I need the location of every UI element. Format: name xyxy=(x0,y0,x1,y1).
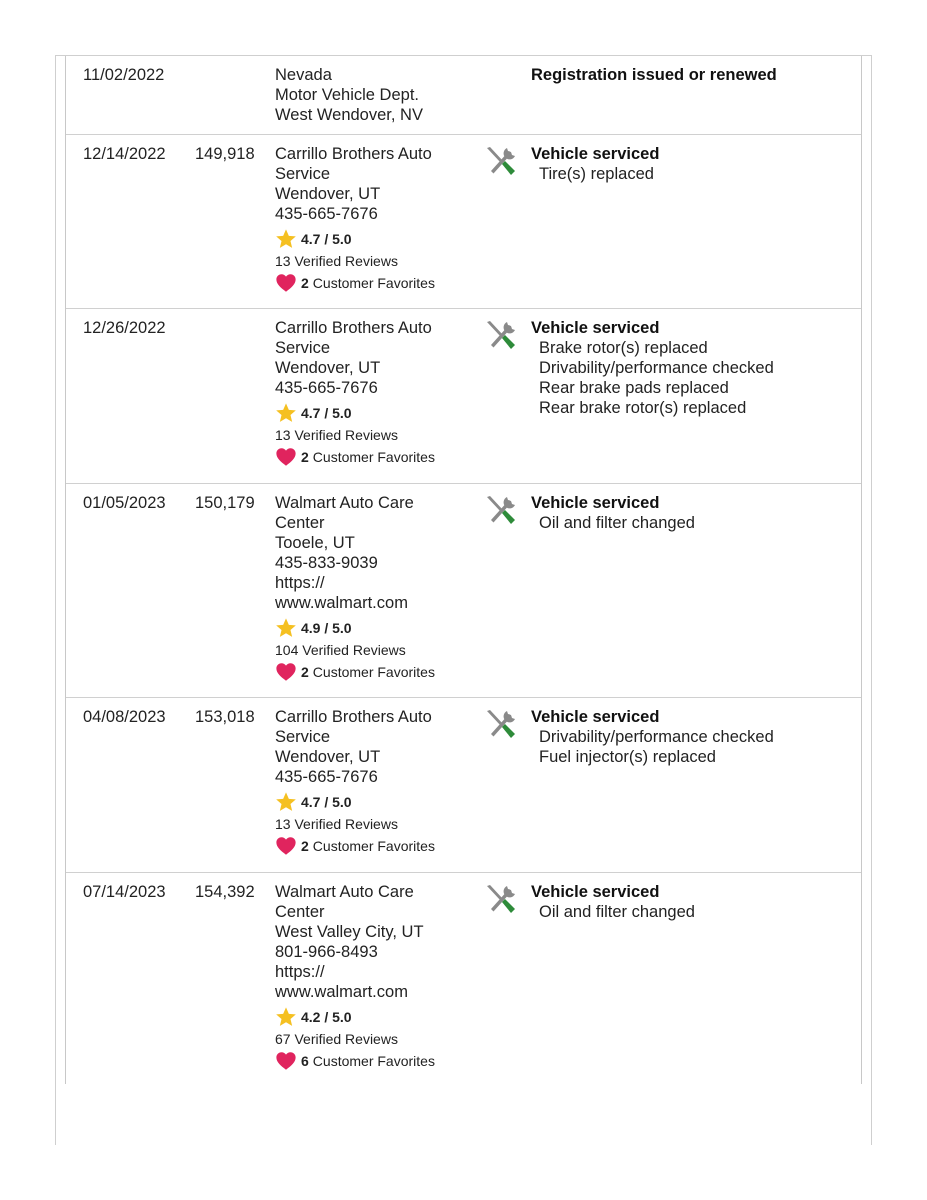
provider-info-line: Wendover, UT xyxy=(275,185,381,203)
record-date: 07/14/2023 xyxy=(83,883,166,901)
star-icon xyxy=(275,402,297,424)
favorites-count: 6 xyxy=(301,1053,309,1069)
record-event-title: Vehicle serviced xyxy=(531,494,660,512)
provider-info-line: 435-665-7676 xyxy=(275,379,378,397)
verified-reviews-link[interactable]: 13 Verified Reviews xyxy=(275,427,398,443)
service-icon-wrap xyxy=(484,319,518,353)
provider-rating xyxy=(275,402,475,424)
favorites-count: 2 xyxy=(301,838,309,854)
record-date: 04/08/2023 xyxy=(83,708,166,726)
record-mileage: 149,918 xyxy=(195,145,255,163)
service-provider xyxy=(275,65,475,125)
provider-info-line: Wendover, UT xyxy=(275,359,381,377)
record-details xyxy=(531,707,774,767)
service-detail-item: Rear brake rotor(s) replaced xyxy=(539,399,747,417)
provider-website-link[interactable]: www.walmart.com xyxy=(275,983,408,1001)
provider-info-line: Center xyxy=(275,514,325,532)
wrench-screwdriver-icon xyxy=(484,708,518,742)
service-detail-item: Oil and filter changed xyxy=(539,903,695,921)
provider-website-link[interactable]: https:// xyxy=(275,963,325,981)
record-details xyxy=(531,493,695,533)
service-record-row xyxy=(66,309,861,484)
verified-reviews-link[interactable]: 13 Verified Reviews xyxy=(275,253,398,269)
provider-info-line: Center xyxy=(275,903,325,921)
service-record-row xyxy=(66,873,861,1086)
wrench-screwdriver-icon xyxy=(484,319,518,353)
provider-info-line: Carrillo Brothers Auto xyxy=(275,708,432,726)
provider-rating xyxy=(275,791,475,813)
service-record-row xyxy=(66,56,861,135)
favorites-label: Customer Favorites xyxy=(312,1053,435,1069)
service-record-row xyxy=(66,698,861,873)
record-details xyxy=(531,882,695,922)
star-icon xyxy=(275,791,297,813)
provider-info-line: 801-966-8493 xyxy=(275,943,378,961)
service-provider xyxy=(275,144,475,294)
record-details xyxy=(531,144,659,184)
provider-info-line: Nevada xyxy=(275,66,332,84)
star-icon xyxy=(275,617,297,639)
favorites-label: Customer Favorites xyxy=(312,838,435,854)
star-icon xyxy=(275,228,297,250)
service-icon-wrap xyxy=(484,494,518,528)
favorites-count: 2 xyxy=(301,275,309,291)
provider-info-line: Service xyxy=(275,339,331,357)
service-icon-wrap xyxy=(484,708,518,742)
favorites-count: 2 xyxy=(301,664,309,680)
service-detail-item: Oil and filter changed xyxy=(539,514,695,532)
rating-value: 4.7 / 5.0 xyxy=(301,405,352,421)
record-mileage: 154,392 xyxy=(195,883,255,901)
service-icon-wrap xyxy=(484,883,518,917)
rating-value: 4.7 / 5.0 xyxy=(301,231,352,247)
customer-favorites xyxy=(275,835,475,857)
record-event-title: Vehicle serviced xyxy=(531,145,660,163)
service-history-table xyxy=(66,56,861,1086)
provider-info-line: Walmart Auto Care xyxy=(275,883,414,901)
record-event-title: Vehicle serviced xyxy=(531,883,660,901)
provider-info-line: Carrillo Brothers Auto xyxy=(275,145,432,163)
heart-icon xyxy=(275,661,297,683)
record-details xyxy=(531,65,777,85)
provider-info-line: Motor Vehicle Dept. xyxy=(275,86,419,104)
provider-rating xyxy=(275,228,475,250)
customer-favorites xyxy=(275,1050,475,1072)
star-icon xyxy=(275,1006,297,1028)
service-record-row xyxy=(66,135,861,309)
heart-icon xyxy=(275,1050,297,1072)
record-event-title: Registration issued or renewed xyxy=(531,66,777,84)
provider-info-line: Service xyxy=(275,728,331,746)
heart-icon xyxy=(275,272,297,294)
customer-favorites xyxy=(275,446,475,468)
service-icon-wrap xyxy=(484,145,518,179)
rating-value: 4.7 / 5.0 xyxy=(301,794,352,810)
service-detail-item: Drivability/performance checked xyxy=(539,728,774,746)
service-detail-item: Brake rotor(s) replaced xyxy=(539,339,708,357)
wrench-screwdriver-icon xyxy=(484,883,518,917)
provider-info-line: Tooele, UT xyxy=(275,534,355,552)
wrench-screwdriver-icon xyxy=(484,494,518,528)
service-detail-item: Rear brake pads replaced xyxy=(539,379,729,397)
service-provider xyxy=(275,882,475,1072)
provider-website-link[interactable]: https:// xyxy=(275,574,325,592)
provider-info-line: 435-833-9039 xyxy=(275,554,378,572)
table-border-right xyxy=(861,56,862,1084)
service-provider xyxy=(275,707,475,857)
outer-frame-right xyxy=(871,55,872,1145)
provider-info-line: Carrillo Brothers Auto xyxy=(275,319,432,337)
service-detail-item: Tire(s) replaced xyxy=(539,165,654,183)
record-event-title: Vehicle serviced xyxy=(531,319,660,337)
record-details xyxy=(531,318,774,418)
verified-reviews-link[interactable]: 67 Verified Reviews xyxy=(275,1031,398,1047)
service-provider xyxy=(275,493,475,683)
service-record-row xyxy=(66,484,861,698)
record-date: 12/26/2022 xyxy=(83,319,166,337)
record-date: 11/02/2022 xyxy=(83,66,165,84)
provider-rating xyxy=(275,1006,475,1028)
heart-icon xyxy=(275,446,297,468)
favorites-count: 2 xyxy=(301,449,309,465)
customer-favorites xyxy=(275,272,475,294)
service-detail-item: Drivability/performance checked xyxy=(539,359,774,377)
wrench-screwdriver-icon xyxy=(484,145,518,179)
favorites-label: Customer Favorites xyxy=(312,275,435,291)
favorites-label: Customer Favorites xyxy=(312,664,435,680)
service-detail-item: Fuel injector(s) replaced xyxy=(539,748,716,766)
provider-info-line: Walmart Auto Care xyxy=(275,494,414,512)
rating-value: 4.9 / 5.0 xyxy=(301,620,352,636)
provider-info-line: Wendover, UT xyxy=(275,748,381,766)
record-mileage: 150,179 xyxy=(195,494,255,512)
provider-info-line: West Wendover, NV xyxy=(275,106,423,124)
customer-favorites xyxy=(275,661,475,683)
record-mileage: 153,018 xyxy=(195,708,255,726)
verified-reviews-link[interactable]: 13 Verified Reviews xyxy=(275,816,398,832)
provider-website-link[interactable]: www.walmart.com xyxy=(275,594,408,612)
provider-info-line: West Valley City, UT xyxy=(275,923,424,941)
record-date: 12/14/2022 xyxy=(83,145,166,163)
record-date: 01/05/2023 xyxy=(83,494,166,512)
provider-info-line: 435-665-7676 xyxy=(275,205,378,223)
rating-value: 4.2 / 5.0 xyxy=(301,1009,352,1025)
provider-rating xyxy=(275,617,475,639)
outer-frame-left xyxy=(55,55,56,1145)
heart-icon xyxy=(275,835,297,857)
favorites-label: Customer Favorites xyxy=(312,449,435,465)
provider-info-line: 435-665-7676 xyxy=(275,768,378,786)
record-event-title: Vehicle serviced xyxy=(531,708,660,726)
verified-reviews-link[interactable]: 104 Verified Reviews xyxy=(275,642,406,658)
service-provider xyxy=(275,318,475,468)
provider-info-line: Service xyxy=(275,165,331,183)
